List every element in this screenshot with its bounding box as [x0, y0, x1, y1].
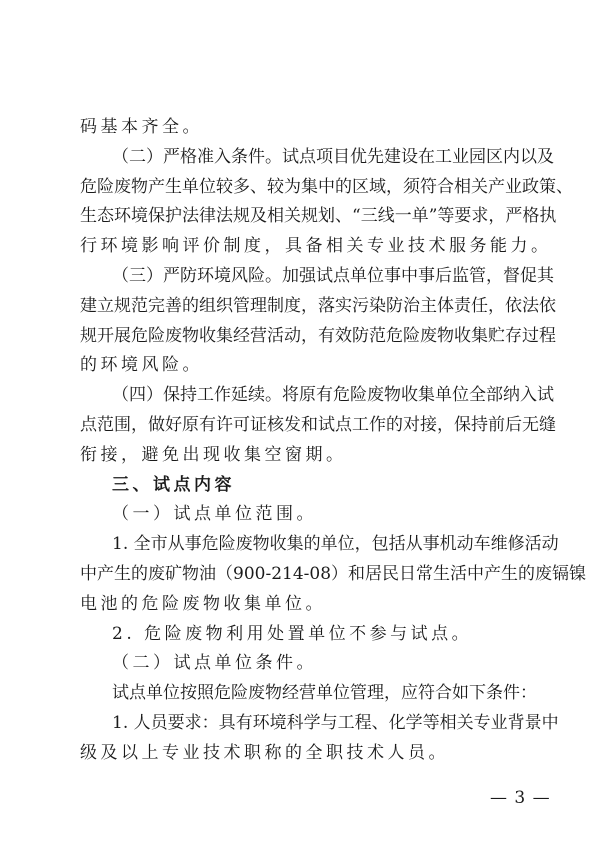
text-line: （一）试点单位范围。	[112, 504, 317, 525]
section-heading: 三、试点内容	[112, 474, 235, 495]
document-body	[80, 113, 587, 769]
text-line: （四）保持工作延续。将原有危险废物收集单位全部纳入试	[112, 385, 554, 406]
text-line: 电池的危险废物收集单位。	[80, 593, 326, 614]
page-number: — 3 —	[490, 788, 551, 808]
text-line: 中产生的废矿物油（900-214-08）和居民日常生活中产生的废镉镍	[80, 563, 587, 584]
text-line: 2. 危险废物利用处置单位不参与试点。	[112, 623, 473, 644]
text-line: （三）严防环境风险。加强试点单位事中事后监管，督促其	[112, 265, 554, 286]
text-line: （二）试点单位条件。	[112, 653, 317, 674]
text-line: 行环境影响评价制度，具备相关专业技术服务能力。	[80, 236, 552, 257]
text-line: 规开展危险废物收集经营活动，有效防范危险废物收集贮存过程	[80, 325, 556, 346]
text-line: 1. 全市从事危险废物收集的单位，包括从事机动车维修活动	[112, 534, 559, 555]
text-line: 的环境风险。	[80, 355, 203, 376]
text-line: 危险废物产生单位较多、较为集中的区域，须符合相关产业政策、	[80, 176, 573, 197]
text-line: 1. 人员要求：具有环境科学与工程、化学等相关专业背景中	[112, 712, 559, 733]
text-line: 建立规范完善的组织管理制度，落实污染防治主体责任，依法依	[80, 295, 556, 316]
text-line: 点范围，做好原有许可证核发和试点工作的对接，保持前后无缝	[80, 414, 556, 435]
text-line: 试点单位按照危险废物经营单位管理，应符合如下条件：	[112, 683, 537, 704]
text-line: 生态环境保护法律法规及相关规划、“三线一单”等要求，严格执	[80, 206, 557, 227]
text-line: 衔接，避免出现收集空窗期。	[80, 444, 347, 465]
text-line: 码基本齐全。	[80, 117, 203, 137]
text-line: 级及以上专业技术职称的全职技术人员。	[80, 742, 449, 763]
text-line: （二）严格准入条件。试点项目优先建设在工业园区内以及	[112, 146, 554, 167]
